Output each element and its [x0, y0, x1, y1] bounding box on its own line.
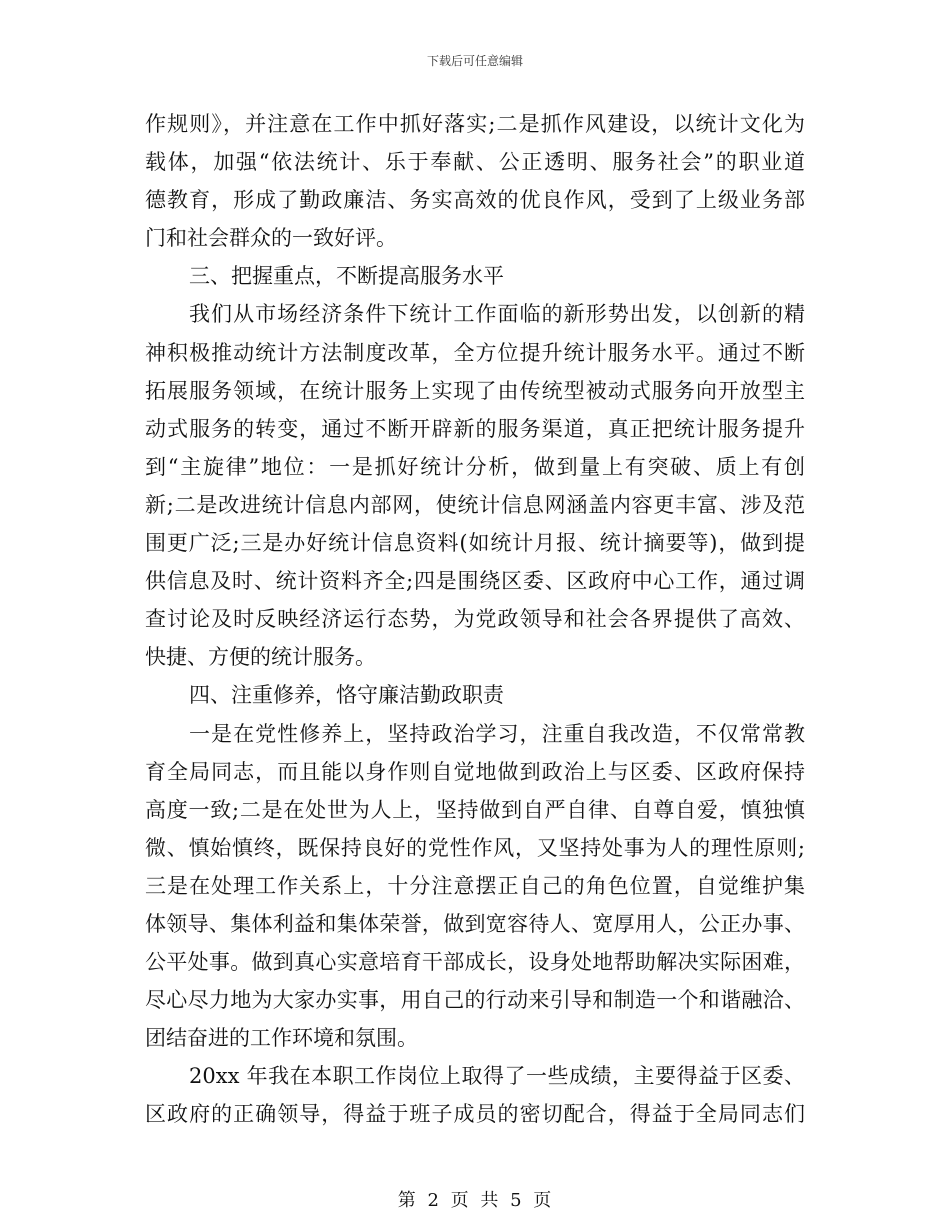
text-line: 作规则》，并注意在工作中抓好落实;二是抓作风建设，以统计文化为 [145, 112, 805, 136]
text-line: 尽心尽力地为大家办实事，用自己的行动来引导和制造一个和谐融洽、 [145, 988, 805, 1013]
text-line: 高度一致;二是在处世为人上，坚持做到自严自律、自尊自爱，慎独慎 [145, 797, 805, 822]
text-line: 神积极推动统计方法制度改革，全方位提升统计服务水平。通过不断 [145, 340, 805, 365]
text-line: 围更广泛;三是办好统计信息资料(如统计月报、统计摘要等)，做到提 [145, 531, 805, 556]
text-line: 公平处事。做到真心实意培育干部成长，设身处地帮助解决实际困难， [145, 950, 805, 975]
text-line: 一是在党性修养上，坚持政治学习，注重自我改造，不仅常常教 [189, 721, 805, 746]
page-header: 下载后可任意编辑 [426, 54, 523, 68]
text-line: 动式服务的转变，通过不断开辟新的服务渠道，真正把统计服务提升 [145, 416, 805, 441]
text-line: 微、慎始慎终，既保持良好的党性作风，又坚持处事为人的理性原则; [145, 835, 805, 860]
text-line: 体领导、集体利益和集体荣誉，做到宽容待人、宽厚用人，公正办事、 [145, 911, 805, 936]
text-line: 德教育，形成了勤政廉洁、务实高效的优良作风，受到了上级业务部 [145, 188, 805, 213]
text-line: 三是在处理工作关系上，十分注意摆正自己的角色位置，自觉维护集 [145, 873, 805, 898]
text-line: 新;二是改进统计信息内部网，使统计信息网涵盖内容更丰富、涉及范 [145, 492, 805, 517]
text-line: 到“主旋律”地位：一是抓好统计分析，做到量上有突破、质上有创 [145, 454, 805, 479]
text-line: 育全局同志，而且能以身作则自觉地做到政治上与区委、区政府保持 [145, 759, 805, 784]
text-line: 查讨论及时反映经济运行态势，为党政领导和社会各界提供了高效、 [145, 607, 805, 632]
text-line: 我们从市场经济条件下统计工作面临的新形势出发，以创新的精 [189, 302, 805, 327]
text-line: 四、注重修养，恪守廉洁勤政职责 [189, 683, 504, 708]
text-line: 拓展服务领域，在统计服务上实现了由传统型被动式服务向开放型主 [145, 378, 805, 403]
text-line: 快捷、方便的统计服务。 [145, 645, 376, 670]
text-line: 20xx 年我在本职工作岗位上取得了一些成绩，主要得益于区委、 [189, 1064, 805, 1089]
document-body [145, 105, 805, 1134]
text-line: 三、把握重点，不断提高服务水平 [189, 264, 504, 289]
text-line: 团结奋进的工作环境和氛围。 [145, 1026, 418, 1051]
text-line: 载体，加强“依法统计、乐于奉献、公正透明、服务社会”的职业道 [145, 150, 805, 175]
page-footer: 第 2 页 共 5 页 [397, 1190, 553, 1211]
text-line: 区政府的正确领导，得益于班子成员的密切配合，得益于全局同志们 [145, 1102, 805, 1127]
text-line: 门和社会群众的一致好评。 [145, 226, 397, 251]
text-line: 供信息及时、统计资料齐全;四是围绕区委、区政府中心工作，通过调 [145, 569, 805, 594]
